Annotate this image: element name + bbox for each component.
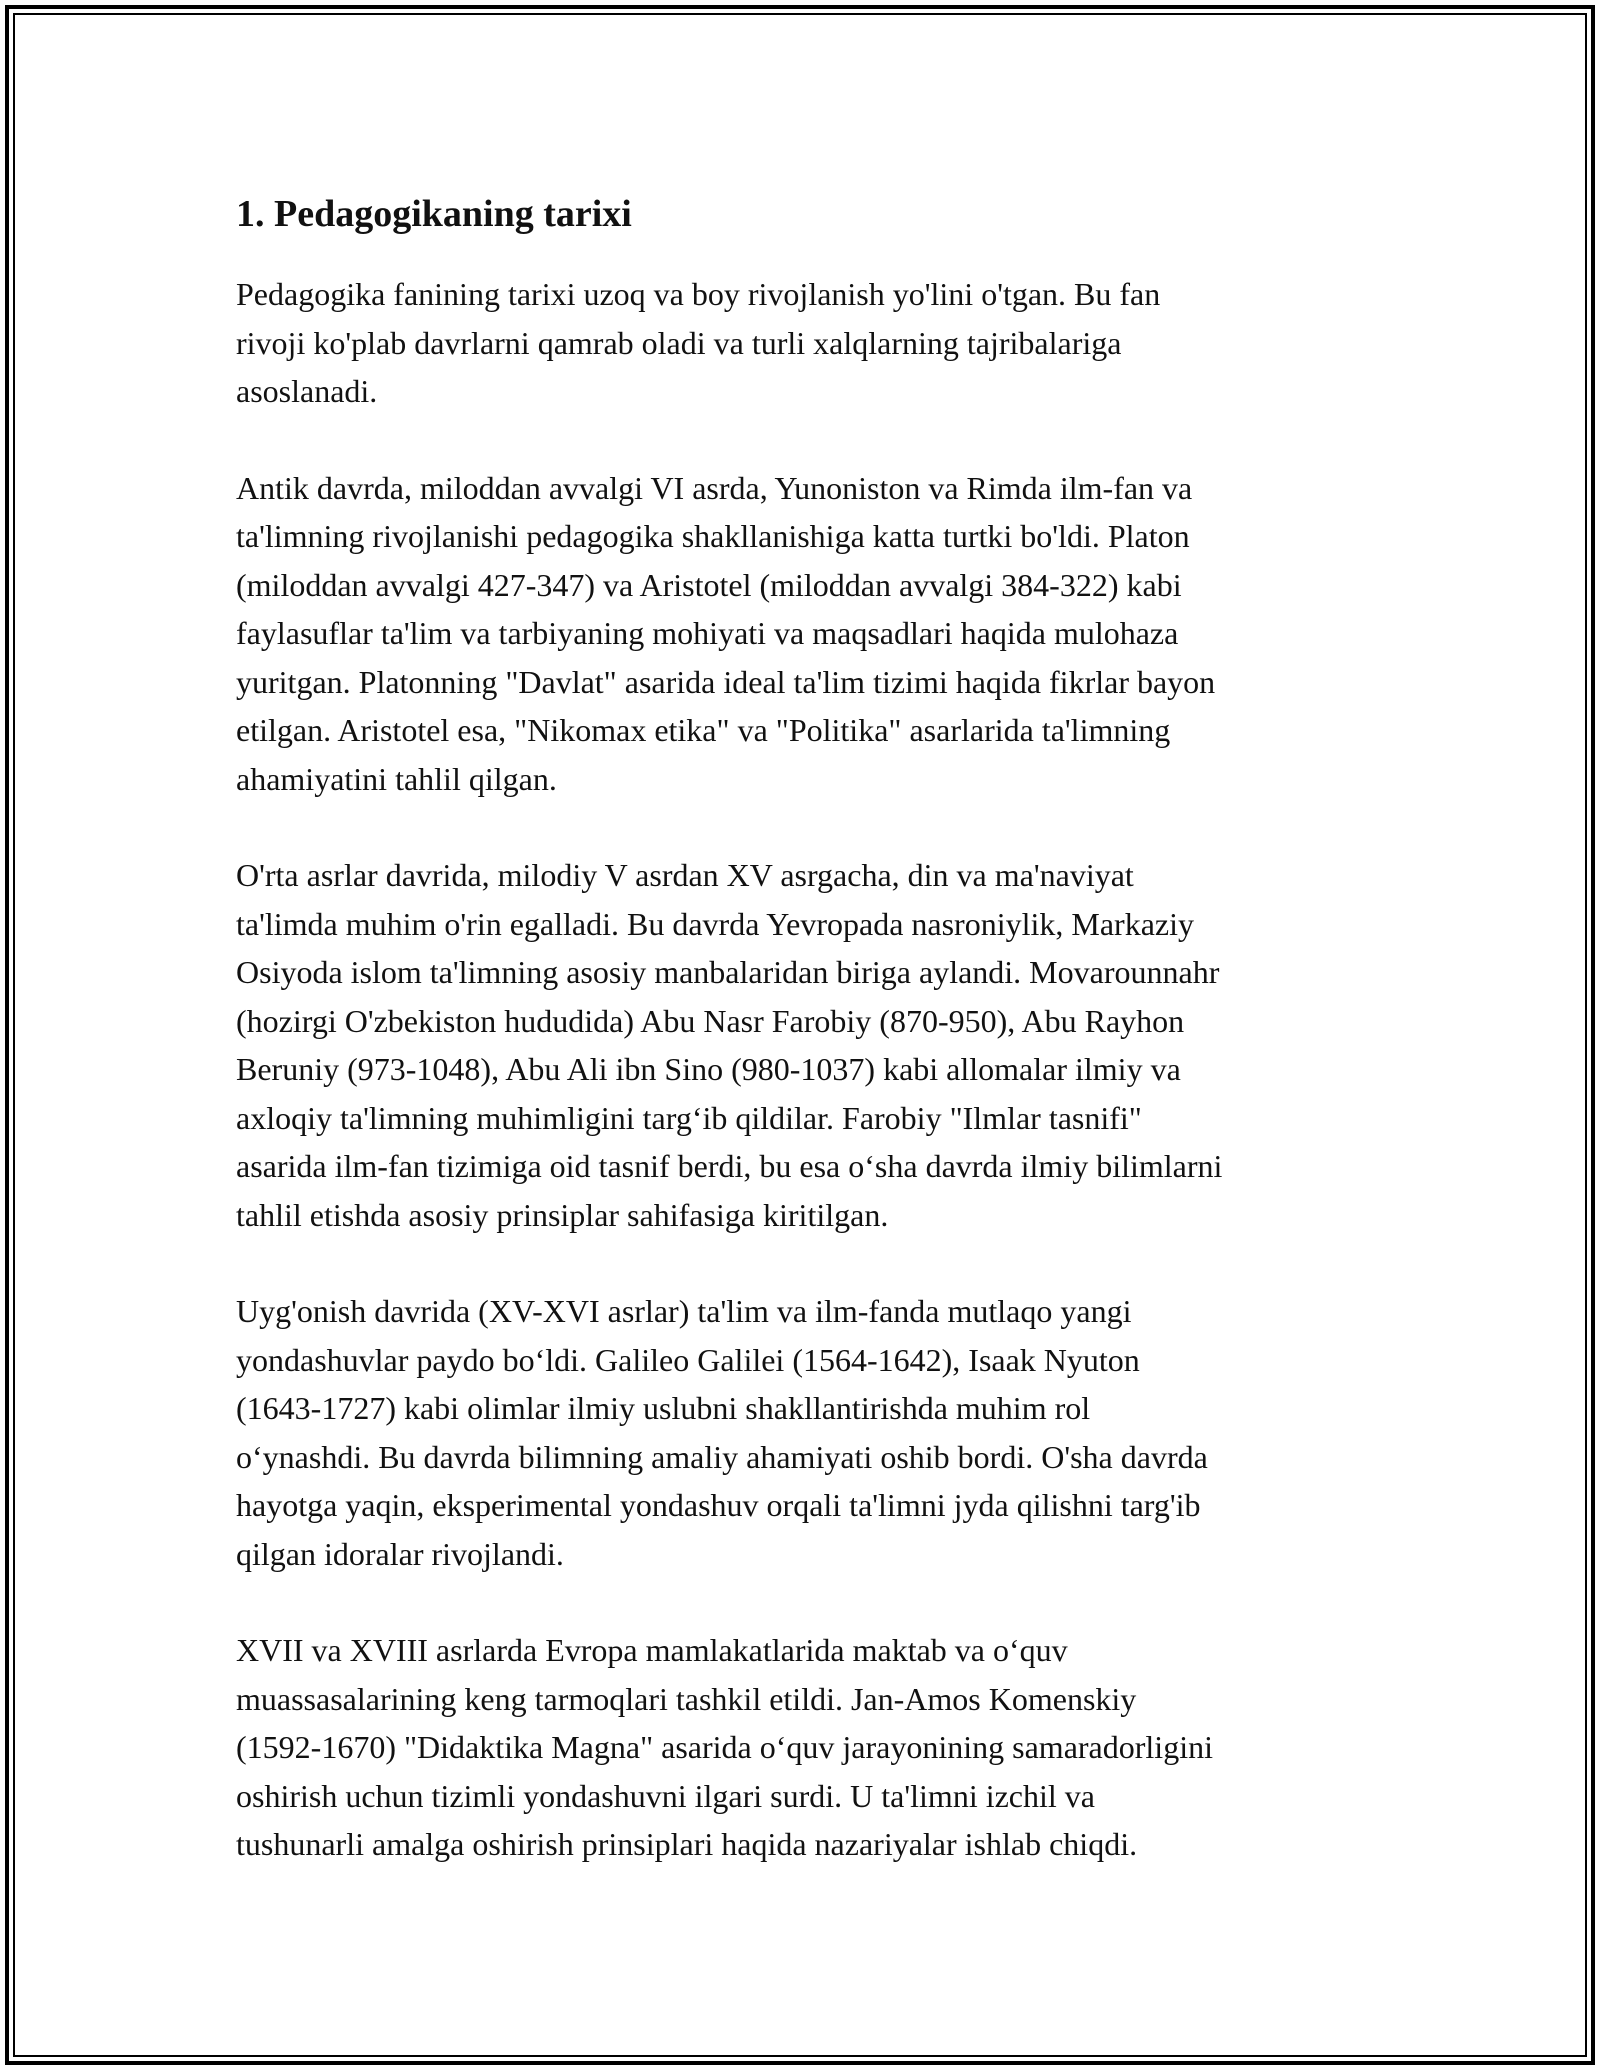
paragraph-17-18-centuries: XVII va XVIII asrlarda Evropa mamlakatlarida maktab va o‘quv muassasalarining keng tarmoqlari tashkil etildi. Jan-Amos Komenskiy (1592-1670) "Didaktika Magna" asarida o‘quv jarayonining samaradorligini oshirish uchun tizimli yondashuvni ilgari surdi. U ta'limni izchil va tushunarli amalga oshirish prinsiplari haqida nazariyalar ishlab chiqdi. [236, 1632, 1213, 1862]
paragraph-antiquity: Antik davrda, miloddan avvalgi VI asrda, Yunoniston va Rimda ilm-fan va ta'limning rivojlanishi pedagogika shakllanishiga katta turtki bo'ldi. Platon (miloddan avvalgi 427-347) va Aristotel (miloddan avvalgi 384-322) kabi faylasuflar ta'lim va tarbiyaning mohiyati va maqsadlari haqida mulohaza yuritgan. Platonning "Davlat" asarida ideal ta'lim tizimi haqida fikrlar bayon etilgan. Aristotel esa, "Nikomax etika" va "Politika" asarlarida ta'limning ahamiyatini tahlil qilgan. [236, 469, 1216, 797]
paragraph-middle-ages: O'rta asrlar davrida, milodiy V asrdan XV asrgacha, din va ma'naviyat ta'limda muhim o'rin egalladi. Bu davrda Yevropada nasroniylik, Markaziy Osiyoda islom ta'limning asosiy manbalaridan biriga aylandi. Movarounnahr (hozirgi O'zbekiston hududida) Abu Nasr Farobiy (870-950), Abu Rayhon Beruniy (973-1048), Abu Ali ibn Sino (980-1037) kabi allomalar ilmiy va axloqiy ta'limning muhimligini targ‘ib qildilar. Farobiy "Ilmlar tasnifi" asarida ilm-fan tizimiga oid tasnif berdi, bu esa o‘sha davrda ilmiy bilimlarni tahlil etishda asosiy prinsiplar sahifasiga kiritilgan. [236, 857, 1223, 1233]
paragraph-renaissance: Uyg'onish davrida (XV-XVI asrlar) ta'lim va ilm-fanda mutlaqo yangi yondashuvlar paydo bo‘ldi. Galileo Galilei (1564-1642), Isaak Nyuton (1643-1727) kabi olimlar ilmiy uslubni shakllantirishda muhim rol o‘ynashdi. Bu davrda bilimning amaliy ahamiyati oshib bordi. O'sha davrda hayotga yaqin, eksperimental yondashuv orqali ta'limni jyda qilishni targ'ib qilgan idoralar rivojlandi. [236, 1293, 1208, 1572]
paragraph-intro: Pedagogika fanining tarixi uzoq va boy rivojlanish yo'lini o'tgan. Bu fan rivoji ko'plab davrlarni qamrab oladi va turli xalqlarning tajribalariga asoslanadi. [236, 276, 1161, 409]
page-title: 1. Pedagogikaning tarixi [236, 193, 632, 235]
document-body [236, 188, 1386, 1917]
